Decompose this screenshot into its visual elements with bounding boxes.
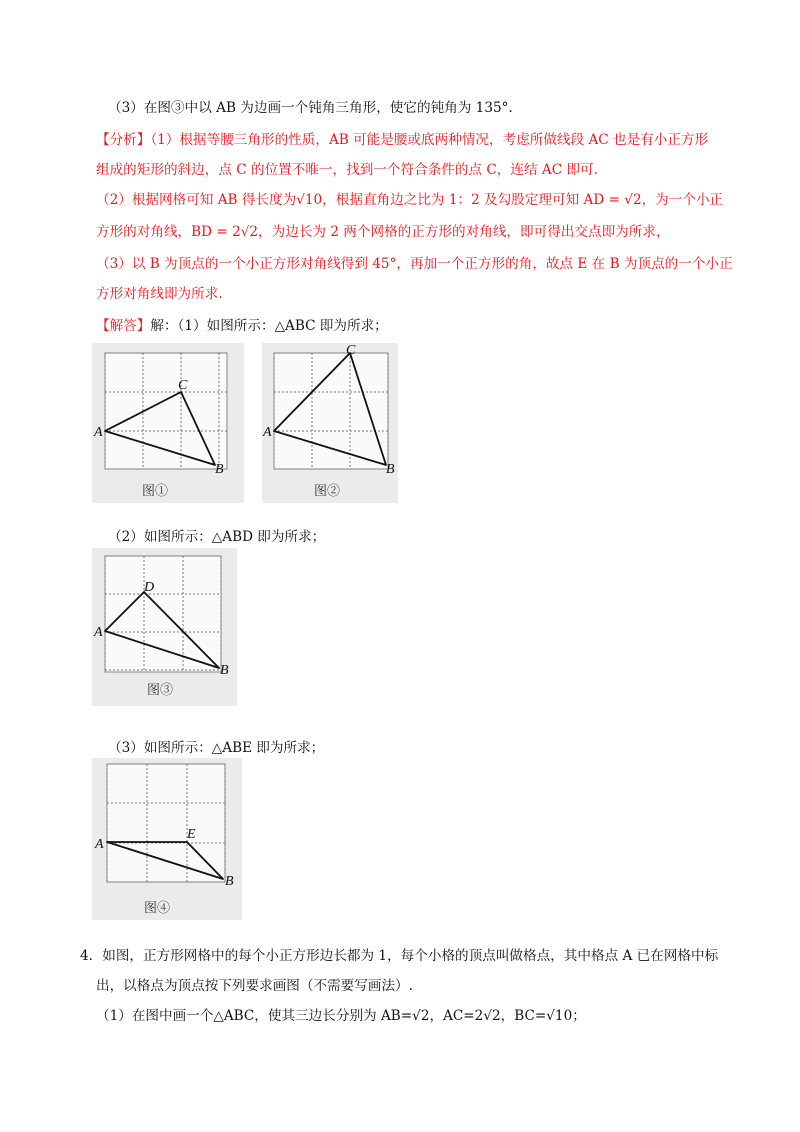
- point-a-label: A: [95, 837, 104, 852]
- grid-frame: [274, 353, 388, 469]
- analysis-line-5: （3）以 B 为顶点的一个小正方形对角线得到 45°，再加一个正方形的角，故点 E 在 B 为顶点的一个小正: [96, 256, 733, 272]
- point-a-label: A: [263, 425, 272, 440]
- solution-tag: 【解答】: [96, 318, 151, 334]
- point-a-label: A: [94, 425, 103, 440]
- problem-4-line-2: 出，以格点为顶点按下列要求画图（不需要写画法）.: [96, 978, 413, 994]
- solution-line-2: （2）如图所示：△ABD 即为所求；: [108, 529, 326, 545]
- figure-2-caption: 图②: [314, 484, 341, 499]
- analysis-tag: 【分析】: [96, 132, 151, 148]
- analysis-line-6: 方形对角线即为所求.: [96, 286, 223, 302]
- figure-3: [92, 548, 237, 706]
- point-e-label: E: [187, 827, 196, 842]
- point-c-label: C: [346, 343, 356, 358]
- point-b-label: B: [215, 462, 224, 477]
- point-c-label: C: [178, 378, 188, 393]
- point-d-label: D: [144, 580, 155, 595]
- figure-4: [92, 758, 242, 920]
- point-a-label: A: [94, 625, 103, 640]
- solution-line-3: （3）如图所示：△ABE 即为所求；: [108, 740, 325, 756]
- problem-4-line-1: 4．如图，正方形网格中的每个小正方形边长都为 1，每个小格的顶点叫做格点，其中格点 A 已在网格中标: [80, 948, 719, 964]
- figure-1-svg: [92, 343, 244, 503]
- problem-4-line-3: （1）在图中画一个△ABC，使其三边长分别为 AB=√2，AC=2√2，BC=√10；: [96, 1008, 586, 1024]
- figure-3-caption: 图③: [147, 683, 174, 698]
- solution-text-1: 解：（1）如图所示：△ABC 即为所求；: [150, 318, 388, 334]
- analysis-text-1: （1）根据等腰三角形的性质，AB 可能是腰或底两种情况，考虑所做线段 AC 也是有小正方形: [150, 132, 709, 148]
- figure-2-svg: [262, 343, 398, 503]
- figure-4-caption: 图④: [144, 901, 171, 916]
- figure-2: [262, 343, 398, 503]
- figure-1-caption: 图①: [142, 484, 169, 499]
- figure-4-svg: [92, 758, 242, 920]
- problem-3-part3: （3）在图③中以 AB 为边画一个钝角三角形，使它的钝角为 135°.: [108, 100, 513, 116]
- grid-frame: [107, 764, 225, 882]
- figure-3-svg: [92, 548, 237, 706]
- analysis-line-2: 组成的矩形的斜边，点 C 的位置不唯一，找到一个符合条件的点 C，连结 AC 即可.: [96, 162, 598, 178]
- point-b-label: B: [220, 663, 229, 678]
- point-b-label: B: [225, 874, 234, 889]
- point-b-label: B: [386, 462, 395, 477]
- analysis-line-3: （2）根据网格可知 AB 得长度为√10，根据直角边之比为 1：2 及勾股定理可知 AD = √2，为一个小正: [96, 192, 724, 208]
- solution-line-1: [96, 316, 388, 336]
- figure-1: [92, 343, 244, 503]
- analysis-line-1: [96, 130, 708, 150]
- analysis-line-4: 方形的对角线，BD = 2√2，为边长为 2 两个网格的正方形的对角线，即可得出交点即为所求，: [96, 224, 670, 240]
